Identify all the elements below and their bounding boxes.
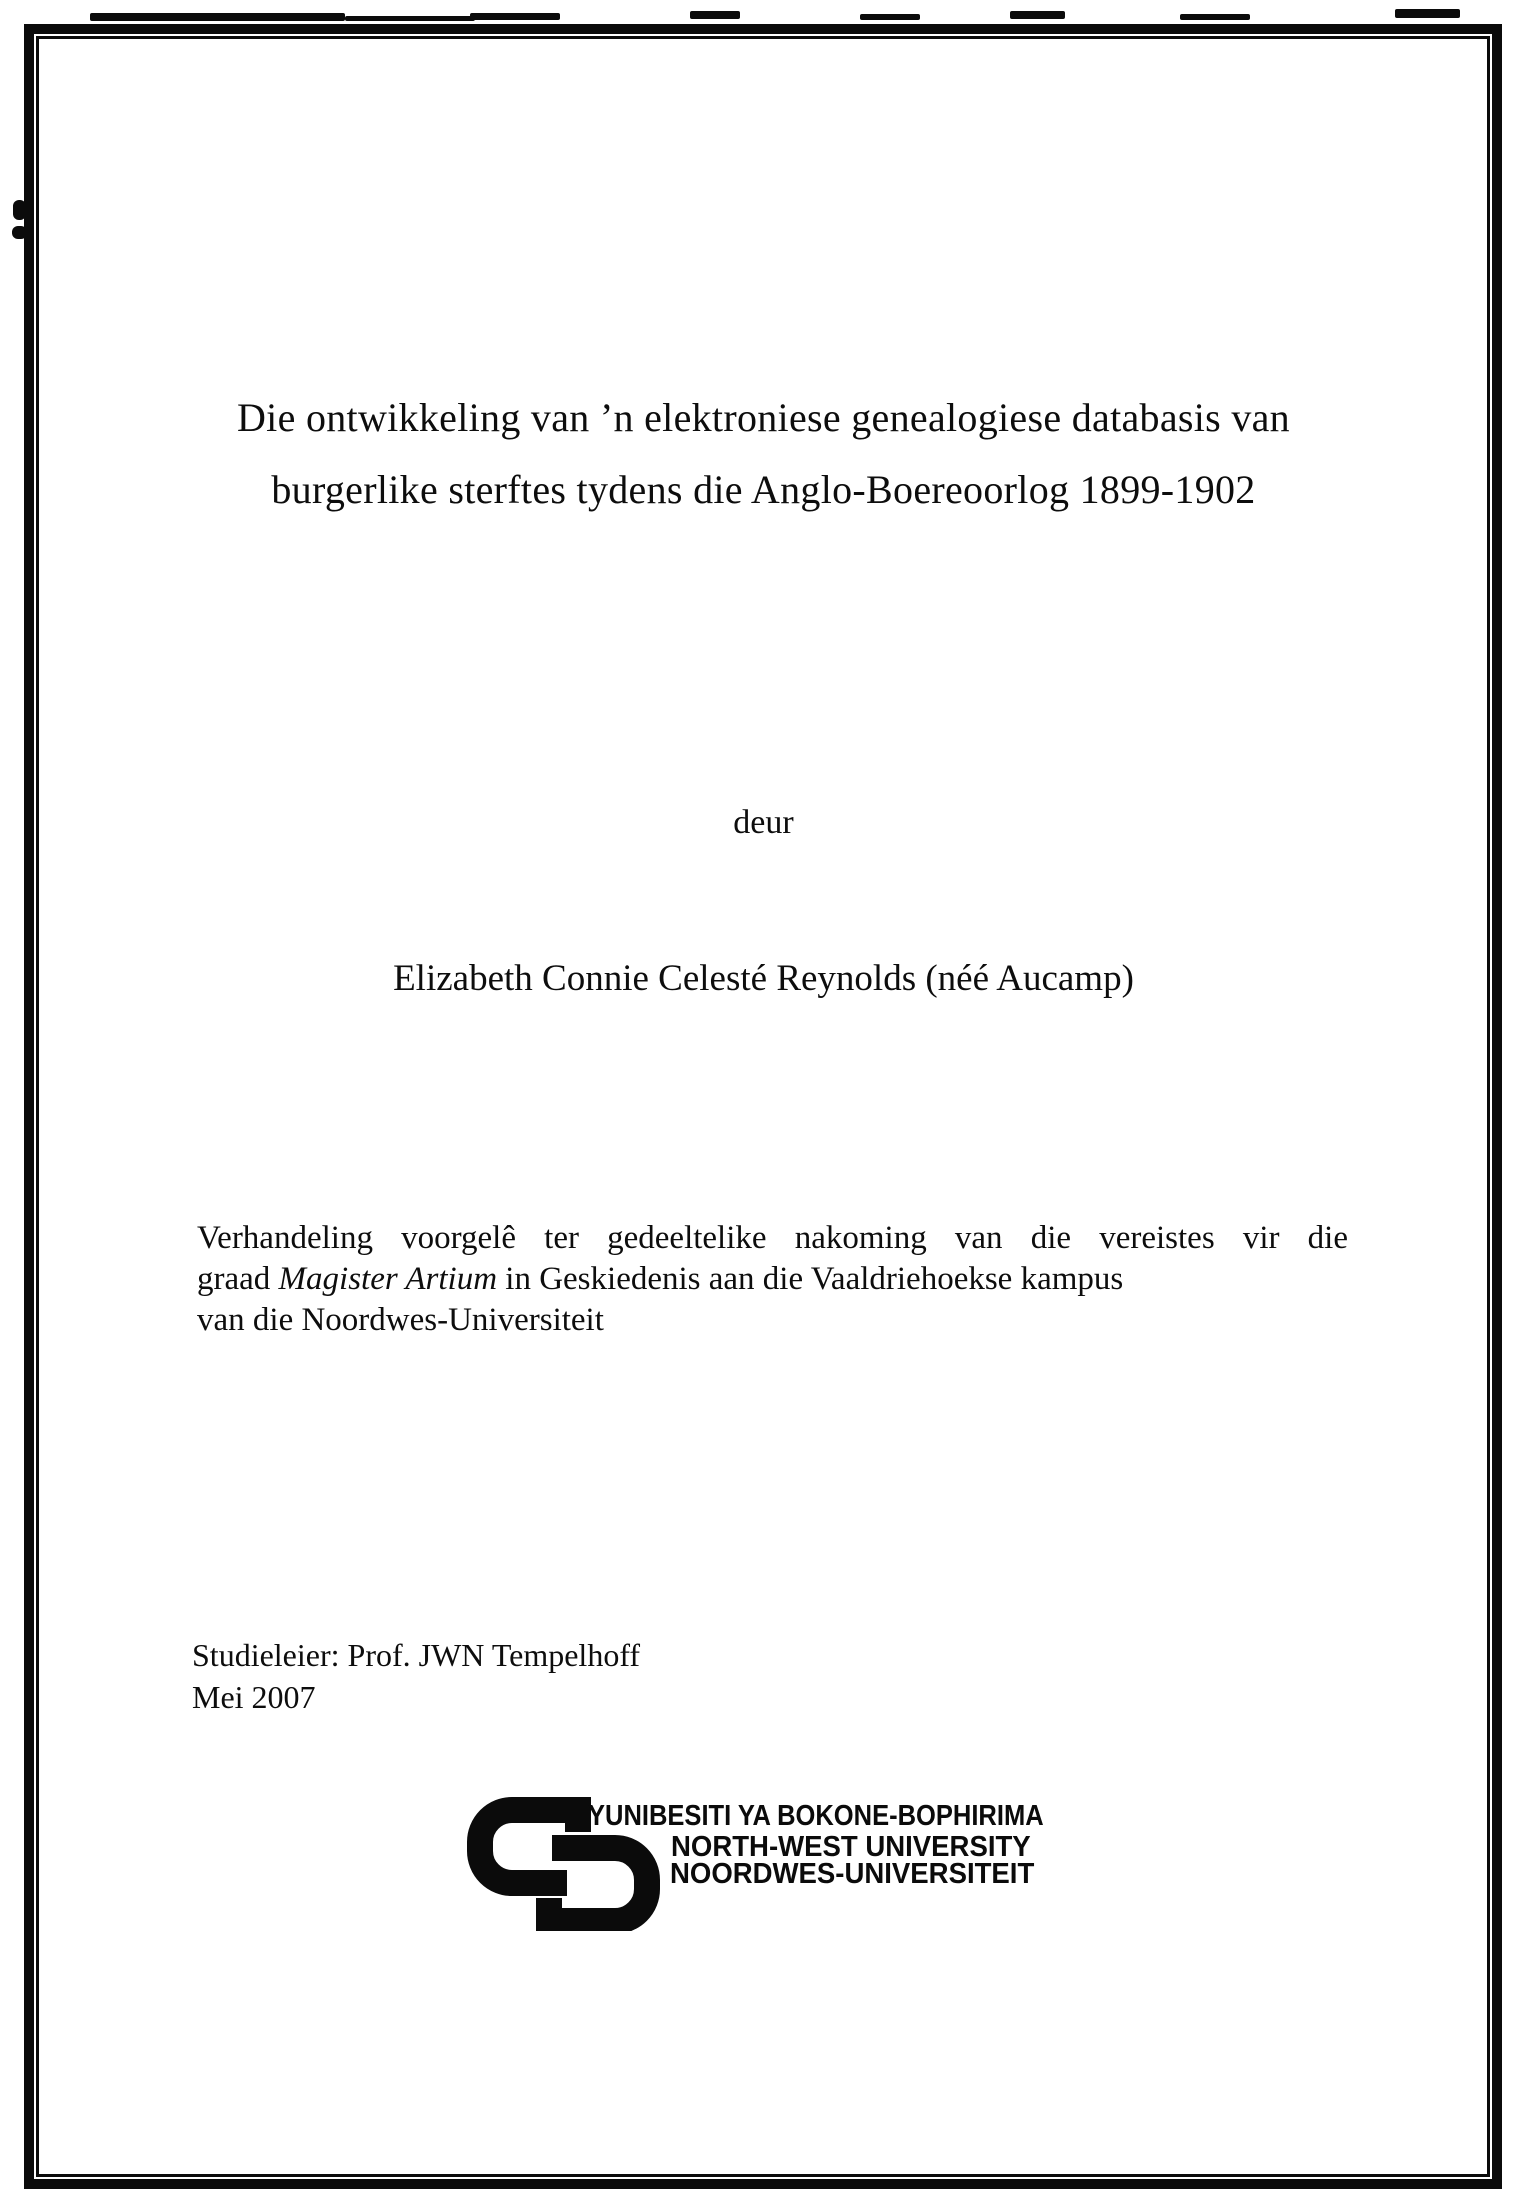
scan-artifact <box>860 14 920 20</box>
university-logo <box>467 1797 1087 1937</box>
title-line-2: burgerlike sterftes tydens die Anglo-Boereoorlog 1899-1902 <box>271 467 1256 512</box>
date-line: Mei 2007 <box>192 1679 316 1715</box>
statement-line-3: van die Noordwes-Universiteit <box>197 1302 604 1338</box>
title-line-1: Die ontwikkeling van ’n elektroniese genealogiese databasis van <box>236 395 1290 440</box>
degree-statement <box>197 1218 1348 1341</box>
scan-artifact <box>1395 9 1460 18</box>
scan-artifact <box>90 13 345 21</box>
logo-text-line-2: NORTH-WEST UNIVERSITY <box>671 1831 1031 1863</box>
supervisor-line: Studieleier: Prof. JWN Tempelhoff <box>192 1637 641 1673</box>
statement-line-2-post: in Geskiedenis aan die Vaaldriehoekse kampus <box>497 1261 1124 1297</box>
scan-artifact <box>470 13 560 20</box>
thesis-title <box>40 382 1487 526</box>
logo-text-line-3: NOORDWES-UNIVERSITEIT <box>670 1858 1035 1890</box>
statement-line-2 <box>197 1259 1348 1300</box>
logo-text-line-1: YUNIBESITI YA BOKONE-BOPHIRIMA <box>588 1800 1044 1832</box>
scan-artifact <box>345 16 475 21</box>
statement-line-2-pre: graad <box>197 1261 279 1297</box>
supervisor-block <box>192 1634 640 1718</box>
statement-line-1: Verhandeling voorgelê ter gedeeltelike nakoming van die vereistes vir die <box>197 1220 1348 1256</box>
scan-artifact <box>690 11 740 19</box>
degree-name-italic: Magister Artium <box>278 1261 498 1297</box>
scan-artifact <box>1010 11 1065 19</box>
scan-artifact <box>1180 14 1250 20</box>
byline-deur: deur <box>733 804 794 841</box>
author-name: Elizabeth Connie Celesté Reynolds (néé Aucamp) <box>393 958 1134 999</box>
